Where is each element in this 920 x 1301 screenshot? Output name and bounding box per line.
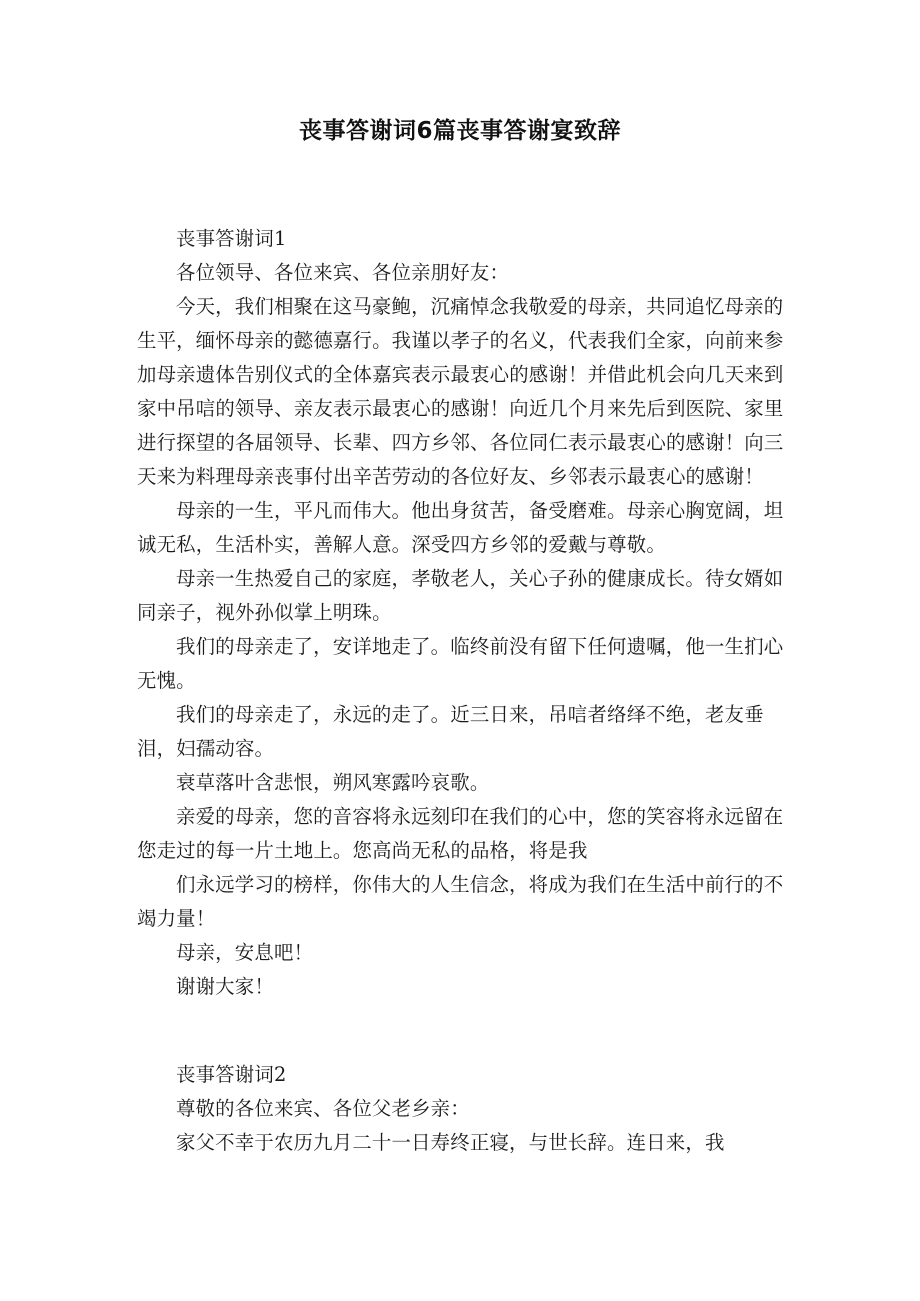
paragraph: 母亲一生热爱自己的家庭，孝敬老人，关心子孙的健康成长。待女婿如同亲子，视外孙似掌上明珠。	[137, 567, 784, 624]
paragraph: 我们的母亲走了，安详地走了。临终前没有留下任何遗嘱，他一生扪心无愧。	[137, 635, 784, 692]
paragraph: 谢谢大家！	[176, 975, 274, 998]
section-heading-1: 丧事答谢词1	[176, 227, 287, 250]
section-spacer	[137, 1004, 787, 1058]
paragraph: 今天，我们相聚在这马豪鲍，沉痛悼念我敬爱的母亲，共同追忆母亲的生平，缅怀母亲的懿德嘉行。我谨以孝子的名义，代表我们全家，向前来参加母亲遗体告别仪式的全体嘉宾表示最衷心的感谢！并借此机会向几天来到家中吊唁的领导、亲友表示最衷心的感谢！向近几个月来先后到医院、家里进行探望的各届领导、长辈、四方乡邻、各位同仁表示最衷心的感谢！向三天来为料理母亲丧事付出辛苦劳动的各位好友、乡邻表示最衷心的感谢！	[137, 295, 784, 488]
paragraph: 我们的母亲走了，永远的走了。近三日来，吊唁者络绎不绝，老友垂泪，妇孺动容。	[137, 703, 764, 760]
paragraph: 们永远学习的榜样，你伟大的人生信念，将成为我们在生活中前行的不竭力量！	[137, 873, 784, 930]
paragraph: 母亲的一生，平凡而伟大。他出身贫苦，备受磨难。母亲心胸宽阔，坦诚无私，生活朴实，善解人意。深受四方乡邻的爱戴与尊敬。	[137, 499, 784, 556]
paragraph: 各位领导、各位来宾、各位亲朋好友：	[176, 261, 510, 284]
paragraph: 家父不幸于农历九月二十一日寿终正寝，与世长辞。连日来，我	[176, 1131, 725, 1154]
paragraph: 衰草落叶含悲恨，朔风寒露吟哀歌。	[176, 771, 490, 794]
paragraph: 母亲，安息吧！	[176, 941, 314, 964]
document-body	[137, 222, 787, 1160]
paragraph: 尊敬的各位来宾、各位父老乡亲：	[176, 1097, 470, 1120]
document-title: 丧事答谢词6篇丧事答谢宴致辞	[298, 118, 621, 144]
paragraph: 亲爱的母亲，您的音容将永远刻印在我们的心中，您的笑容将永远留在您走过的每一片土地上。您高尚无私的品格，将是我	[137, 805, 784, 862]
section-heading-2: 丧事答谢词2	[176, 1063, 287, 1086]
